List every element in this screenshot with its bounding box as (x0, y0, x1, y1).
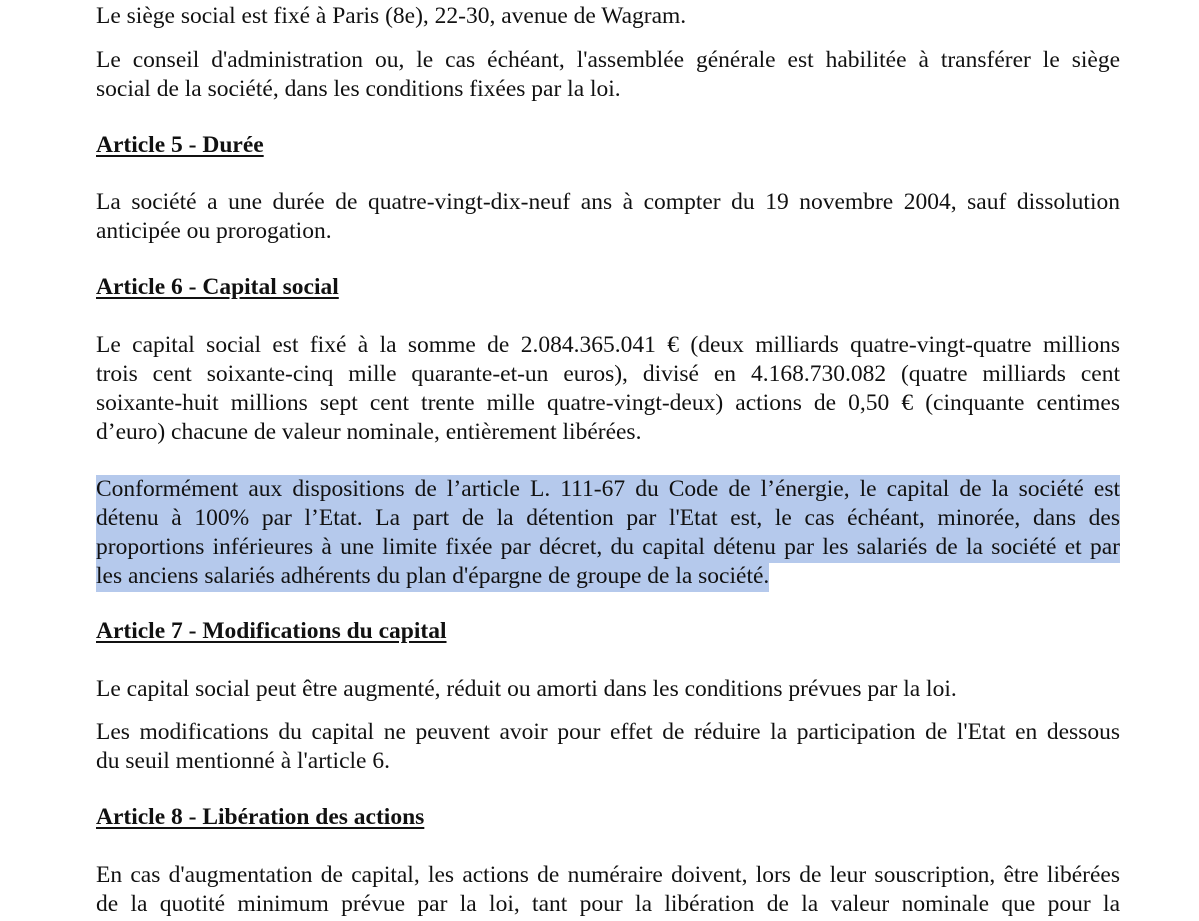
text-line: En cas d'augmentation de capital, les actions de numéraire doivent, lors de leur souscription, être libérées (96, 862, 1120, 888)
text-line: Le conseil d'administration ou, le cas échéant, l'assemblée générale est habilitée à transférer le siège (96, 47, 1120, 73)
highlighted-text-line: détenu à 100% par l’Etat. La part de la détention par l'Etat est, le cas échéant, minorée, dans des (96, 504, 1120, 534)
article-heading: Article 6 - Capital social (96, 274, 339, 300)
text-line: de la quotité minimum prévue par la loi, tant pour la libération de la valeur nominale que pour la (96, 891, 1120, 917)
highlighted-text-line: proportions inférieures à une limite fixée par décret, du capital détenu par les salariés de la société et par (96, 533, 1120, 563)
text-line: Le siège social est fixé à Paris (8e), 22-30, avenue de Wagram. (96, 3, 687, 29)
text-line: trois cent soixante-cinq mille quarante-et-un euros), divisé en 4.168.730.082 (quatre milliards cent (96, 361, 1120, 387)
article-heading: Article 5 - Durée (96, 132, 264, 158)
text-line: Le capital social est fixé à la somme de 2.084.365.041 € (deux milliards quatre-vingt-quatre millions (96, 332, 1120, 358)
text-line: Le capital social peut être augmenté, réduit ou amorti dans les conditions prévues par la loi. (96, 676, 957, 702)
text-line: d’euro) chacune de valeur nominale, entièrement libérées. (96, 419, 642, 445)
text-line: La société a une durée de quatre-vingt-dix-neuf ans à compter du 19 novembre 2004, sauf dissolution (96, 189, 1120, 215)
text-line: social de la société, dans les conditions fixées par la loi. (96, 76, 621, 102)
article-heading: Article 7 - Modifications du capital (96, 618, 447, 644)
highlighted-text-line: les anciens salariés adhérents du plan d'épargne de groupe de la société. (96, 562, 769, 592)
article-heading: Article 8 - Libération des actions (96, 804, 425, 830)
text-line: soixante-huit millions sept cent trente mille quatre-vingt-deux) actions de 0,50 € (cinquante centimes (96, 390, 1120, 416)
text-line: Les modifications du capital ne peuvent avoir pour effet de réduire la participation de l'Etat en dessous (96, 719, 1120, 745)
highlighted-text-line: Conformément aux dispositions de l’article L. 111-67 du Code de l’énergie, le capital de la société est (96, 475, 1120, 505)
text-line: anticipée ou prorogation. (96, 218, 332, 244)
text-line: du seuil mentionné à l'article 6. (96, 748, 390, 774)
